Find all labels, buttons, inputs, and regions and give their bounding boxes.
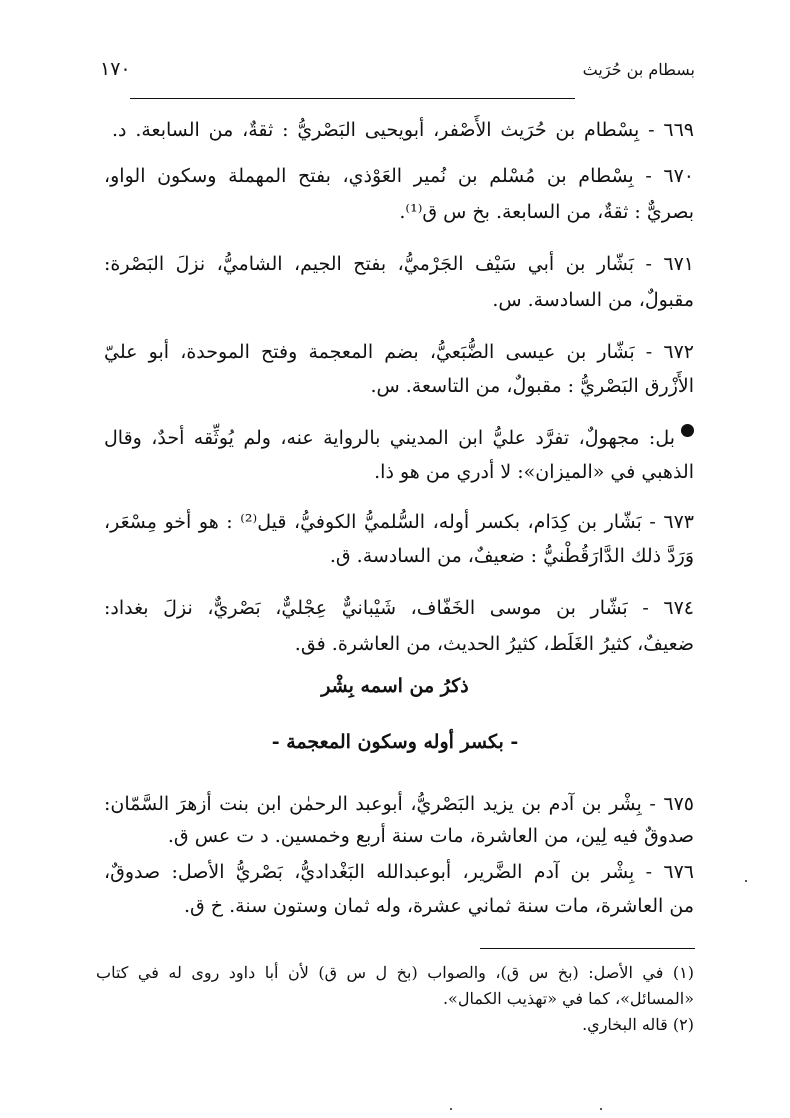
entry-671-line-1: ٦٧١ - بَشّار بن أبي سَيْف الجَرْميُّ، بفتح الجيم، الشاميُّ، نزلَ البَصْرة: xyxy=(104,253,694,275)
header-rule xyxy=(130,98,575,99)
footnote-rule xyxy=(480,948,695,949)
annotation-672-line-2: الذهبي في «الميزان»: لا أدري من هو ذا. xyxy=(374,461,694,483)
entry-674-line-2: ضعيفٌ، كثيرُ الغَلَط، كثيرُ الحديث، من العاشرة. فق. xyxy=(294,633,694,655)
entry-675-line-1: ٦٧٥ - بِشْر بن آدم بن يزيد البَصْريُّ، أبوعبد الرحمٰن ابن بنت أزهرَ السَّمّان: xyxy=(104,793,694,815)
annotation-672-line-1 xyxy=(104,424,694,452)
entry-672-line-2: الأَزْرق البَصْريُّ : مقبولٌ، من التاسعة. س. xyxy=(370,375,694,397)
annotation-672-text: بل: مجهولٌ، تفرَّد عليُّ ابن المديني بالرواية عنه، ولم يُوثِّقه أحدٌ، وقال xyxy=(104,427,675,449)
footnote-1-line-2: «المسائل»، كما في «تهذيب الكمال». xyxy=(442,989,694,1008)
entry-669-line-1: ٦٦٩ - بِسْطام بن حُرَيث الأَصْفر، أبويحيى البَصْريُّ : ثقةٌ، من السابعة. د. xyxy=(112,119,694,141)
running-title: بسطام بن حُرَيث xyxy=(582,60,695,79)
entry-673-line-1: ٦٧٣ - بَشّار بن كِدَام، بكسر أوله، السُّلميُّ الكوفيُّ، قيل⁽²⁾ : هو أخو مِسْعَر، xyxy=(104,511,694,533)
entry-674-line-1: ٦٧٤ - بَشّار بن موسى الخَفّاف، شَيْبانيٌّ عِجْليٌّ، بَصْريٌّ، نزلَ بغداد: xyxy=(104,597,694,619)
entry-676-line-1: ٦٧٦ - بِشْر بن آدم الضَّرير، أبوعبدالله البَغْداديُّ، بَصْريُّ الأصل: صدوقٌ، xyxy=(104,861,694,883)
section-subtitle: - بكسر أوله وسكون المعجمة - xyxy=(271,731,519,753)
entry-670-line-2: بصريٌّ : ثقةٌ، من السابعة. بخ س ق⁽¹⁾. xyxy=(399,201,694,223)
bullet-icon xyxy=(681,424,694,437)
entry-671-line-2: مقبولٌ، من السادسة. س. xyxy=(492,289,694,311)
page-number: ١٧٠ xyxy=(100,58,131,80)
scan-speck xyxy=(745,880,747,882)
scan-speck xyxy=(600,1108,602,1110)
entry-675-line-2: صدوقٌ فيه لِين، من العاشرة، مات سنة أربع وخمسين. د ت عس ق. xyxy=(167,825,694,847)
entry-673-line-2: وَرَدَّ ذلك الدَّارَقُطْنيُّ : ضعيفٌ، من السادسة. ق. xyxy=(329,545,694,567)
scan-speck xyxy=(450,1108,452,1110)
footnote-1-line-1: (١) في الأصل: (بخ س ق)، والصواب (بخ ل س ق) لأن أبا داود روى له في كتاب xyxy=(96,963,694,982)
entry-672-line-1: ٦٧٢ - بَشّار بن عيسى الضُّبَعيُّ، بضم المعجمة وفتح الموحدة، أبو عليّ xyxy=(104,341,694,363)
entry-676-line-2: من العاشرة، مات سنة ثماني عشرة، وله ثمان وستون سنة. خ ق. xyxy=(183,895,694,917)
section-title: ذكرُ من اسمه بِشْر xyxy=(321,675,469,697)
entry-670-line-1: ٦٧٠ - بِسْطام بن مُسْلم بن نُمير العَوْذي، بفتح المهملة وسكون الواو، xyxy=(104,165,694,187)
footnote-2: (٢) قاله البخاري. xyxy=(582,1015,694,1034)
